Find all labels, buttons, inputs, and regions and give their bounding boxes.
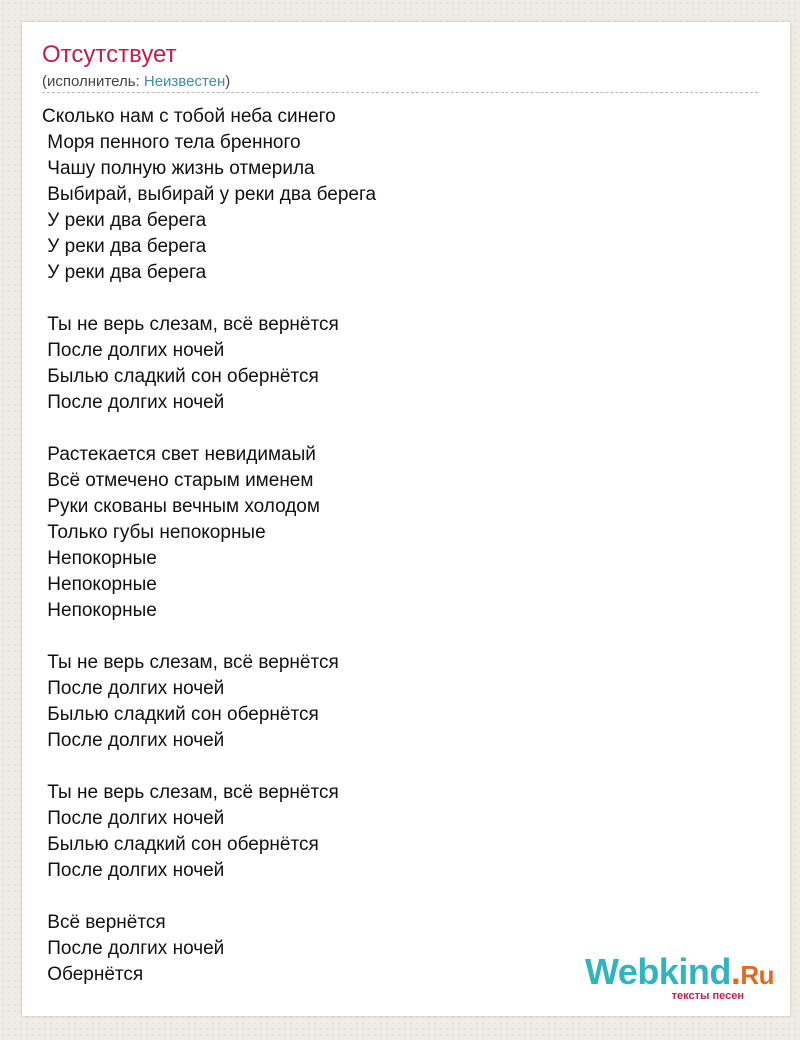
lyric-line: После долгих ночей — [42, 340, 225, 361]
lyric-line: Всё вернётся — [42, 912, 166, 933]
lyric-line: После долгих ночей — [42, 678, 225, 699]
lyric-line: Всё отмечено старым именем — [42, 470, 314, 491]
logo-dot: . — [730, 951, 741, 992]
lyric-line: После долгих ночей — [42, 860, 225, 881]
lyric-line: Былью сладкий сон обернётся — [42, 366, 319, 387]
lyric-line: Выбирай, выбирай у реки два берега — [42, 184, 377, 205]
site-logo[interactable] — [584, 951, 774, 1002]
lyric-line: У реки два берега — [42, 262, 207, 283]
artist-line — [42, 73, 230, 90]
lyric-line: Непокорные — [42, 548, 157, 569]
lyric-line: Ты не верь слезам, всё вернётся — [42, 782, 339, 803]
lyric-line: Былью сладкий сон обернётся — [42, 834, 319, 855]
song-title: Отсутствует — [42, 41, 177, 68]
lyric-line: Растекается свет невидимаый — [42, 444, 316, 465]
lyric-line: Только губы непокорные — [42, 522, 266, 543]
lyric-line: Сколько нам с тобой неба синего — [42, 106, 336, 127]
lyric-line: Непокорные — [42, 600, 157, 621]
lyric-line: Руки скованы вечным холодом — [42, 496, 320, 517]
lyric-line: Моря пенного тела бренного — [42, 132, 301, 153]
lyric-line — [42, 286, 758, 312]
lyric-line: Ты не верь слезам, всё вернётся — [42, 652, 339, 673]
lyric-line: Обернётся — [42, 964, 144, 985]
lyric-line — [42, 884, 758, 910]
artist-link[interactable]: Неизвестен — [143, 73, 226, 90]
artist-prefix: (исполнитель: — [42, 73, 144, 90]
logo-brand: Webkind — [584, 951, 731, 992]
lyric-line: Былью сладкий сон обернётся — [42, 704, 319, 725]
lyric-line — [42, 416, 758, 442]
lyric-line: У реки два берега — [42, 210, 207, 231]
logo-wordmark — [584, 951, 774, 993]
lyric-line: Ты не верь слезам, всё вернётся — [42, 314, 339, 335]
lyrics-text — [42, 104, 758, 988]
lyric-line: После долгих ночей — [42, 938, 225, 959]
lyric-line: После долгих ночей — [42, 808, 225, 829]
lyric-line: Чашу полную жизнь отмерила — [42, 158, 315, 179]
lyric-line — [42, 754, 758, 780]
artist-suffix: ) — [225, 73, 231, 90]
lyric-line: Непокорные — [42, 574, 157, 595]
logo-tld: Ru — [740, 960, 774, 990]
divider — [42, 92, 758, 93]
logo-tagline: тексты песен — [671, 990, 744, 1002]
lyric-line: После долгих ночей — [42, 392, 225, 413]
lyrics-card — [22, 22, 790, 1016]
lyric-line: После долгих ночей — [42, 730, 225, 751]
lyric-line: У реки два берега — [42, 236, 207, 257]
lyric-line — [42, 624, 758, 650]
